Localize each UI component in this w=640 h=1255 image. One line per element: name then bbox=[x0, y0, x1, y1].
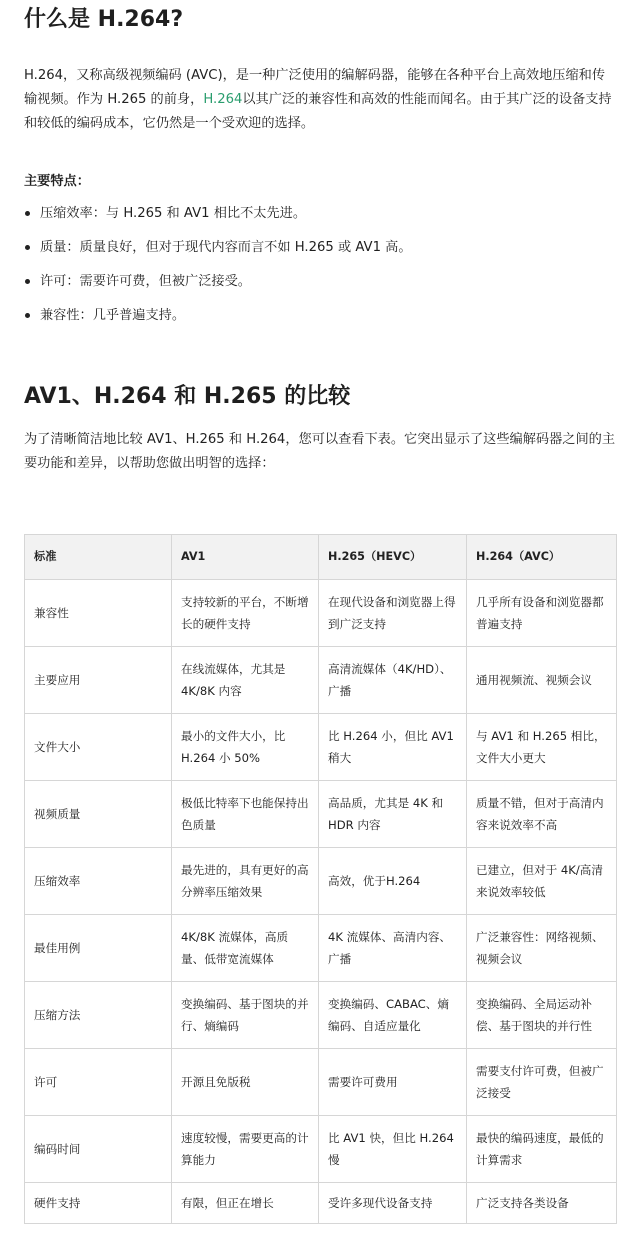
row-label: 最佳用例 bbox=[25, 915, 172, 982]
h264-link[interactable]: H.264 bbox=[203, 92, 243, 107]
row-label: 文件大小 bbox=[25, 714, 172, 781]
row-label: 主要应用 bbox=[25, 647, 172, 714]
cell-av1: 支持较新的平台，不断增长的硬件支持 bbox=[172, 580, 319, 647]
row-label: 编码时间 bbox=[25, 1116, 172, 1183]
comparison-table bbox=[24, 534, 617, 1224]
cell-h264: 通用视频流、视频会议 bbox=[467, 647, 617, 714]
cell-h265: 高清流媒体（4K/HD）、广播 bbox=[319, 647, 467, 714]
table-row bbox=[25, 1049, 617, 1116]
cell-h265: 高效，优于H.264 bbox=[319, 848, 467, 915]
cell-h264: 变换编码、全局运动补偿、基于图块的并行性 bbox=[467, 982, 617, 1049]
feature-item: 许可：需要许可费，但被广泛接受。 bbox=[24, 270, 616, 304]
cell-av1: 变换编码、基于图块的并行、熵编码 bbox=[172, 982, 319, 1049]
cell-av1: 4K/8K 流媒体，高质量、低带宽流媒体 bbox=[172, 915, 319, 982]
cell-h264: 几乎所有设备和浏览器都普遍支持 bbox=[467, 580, 617, 647]
header-h265: H.265（HEVC） bbox=[319, 535, 467, 580]
cell-h265: 需要许可费用 bbox=[319, 1049, 467, 1116]
comparison-intro-paragraph: 为了清晰简洁地比较 AV1、H.265 和 H.264，您可以查看下表。它突出显示了这些编解码器之间的主要功能和差异，以帮助您做出明智的选择： bbox=[24, 432, 616, 471]
intro-text-part1: H.264，又称高级视频编码 (AVC)，是一种广泛使用的编解码器，能够在各种平台上高效地压缩和传输视频。作为 H.265 的前身， bbox=[24, 68, 606, 107]
cell-h265: 在现代设备和浏览器上得到广泛支持 bbox=[319, 580, 467, 647]
row-label: 兼容性 bbox=[25, 580, 172, 647]
feature-item: 兼容性：几乎普遍支持。 bbox=[24, 304, 616, 338]
intro-text-part2: 以其广泛的兼容性和高效的性能而闻名。由于其广泛的设备支持和较低的编码成本，它仍然是一个受欢迎的选择。 bbox=[24, 92, 612, 131]
cell-h264: 广泛兼容性：网络视频、视频会议 bbox=[467, 915, 617, 982]
cell-h265: 高品质，尤其是 4K 和 HDR 内容 bbox=[319, 781, 467, 848]
cell-av1: 开源且免版税 bbox=[172, 1049, 319, 1116]
row-label: 许可 bbox=[25, 1049, 172, 1116]
cell-av1: 极低比特率下也能保持出色质量 bbox=[172, 781, 319, 848]
cell-h264: 质量不错，但对于高清内容来说效率不高 bbox=[467, 781, 617, 848]
cell-av1: 最先进的，具有更好的高分辨率压缩效果 bbox=[172, 848, 319, 915]
table-row bbox=[25, 848, 617, 915]
table-row bbox=[25, 647, 617, 714]
cell-h265: 比 H.264 小，但比 AV1 稍大 bbox=[319, 714, 467, 781]
cell-h264: 最快的编码速度，最低的计算需求 bbox=[467, 1116, 617, 1183]
cell-h265: 变换编码、CABAC、熵编码、自适应量化 bbox=[319, 982, 467, 1049]
table-row bbox=[25, 1183, 617, 1224]
header-criteria: 标准 bbox=[25, 535, 172, 580]
features-heading: 主要特点： bbox=[24, 174, 90, 189]
table-row bbox=[25, 982, 617, 1049]
cell-h265: 比 AV1 快，但比 H.264 慢 bbox=[319, 1116, 467, 1183]
features-list bbox=[24, 202, 616, 338]
section-title-comparison: AV1、H.264 和 H.265 的比较 bbox=[24, 384, 351, 409]
table-row bbox=[25, 580, 617, 647]
row-label: 压缩方法 bbox=[25, 982, 172, 1049]
table-row bbox=[25, 781, 617, 848]
header-h264: H.264（AVC） bbox=[467, 535, 617, 580]
cell-av1: 最小的文件大小，比 H.264 小 50% bbox=[172, 714, 319, 781]
row-label: 压缩效率 bbox=[25, 848, 172, 915]
table-row bbox=[25, 915, 617, 982]
table-row bbox=[25, 714, 617, 781]
row-label: 视频质量 bbox=[25, 781, 172, 848]
row-label: 硬件支持 bbox=[25, 1183, 172, 1224]
cell-h265: 受许多现代设备支持 bbox=[319, 1183, 467, 1224]
cell-av1: 速度较慢，需要更高的计算能力 bbox=[172, 1116, 319, 1183]
table-row bbox=[25, 1116, 617, 1183]
section-title-h264: 什么是 H.264? bbox=[24, 7, 184, 32]
cell-av1: 在线流媒体，尤其是 4K/8K 内容 bbox=[172, 647, 319, 714]
h264-intro-paragraph bbox=[24, 64, 616, 136]
cell-h264: 已建立，但对于 4K/高清来说效率较低 bbox=[467, 848, 617, 915]
feature-item: 压缩效率：与 H.265 和 AV1 相比不太先进。 bbox=[24, 202, 616, 236]
header-av1: AV1 bbox=[172, 535, 319, 580]
cell-h264: 广泛支持各类设备 bbox=[467, 1183, 617, 1224]
cell-h264: 需要支付许可费，但被广泛接受 bbox=[467, 1049, 617, 1116]
cell-h264: 与 AV1 和 H.265 相比，文件大小更大 bbox=[467, 714, 617, 781]
cell-h265: 4K 流媒体、高清内容、广播 bbox=[319, 915, 467, 982]
feature-item: 质量：质量良好，但对于现代内容而言不如 H.265 或 AV1 高。 bbox=[24, 236, 616, 270]
table-header-row bbox=[25, 535, 617, 580]
cell-av1: 有限，但正在增长 bbox=[172, 1183, 319, 1224]
